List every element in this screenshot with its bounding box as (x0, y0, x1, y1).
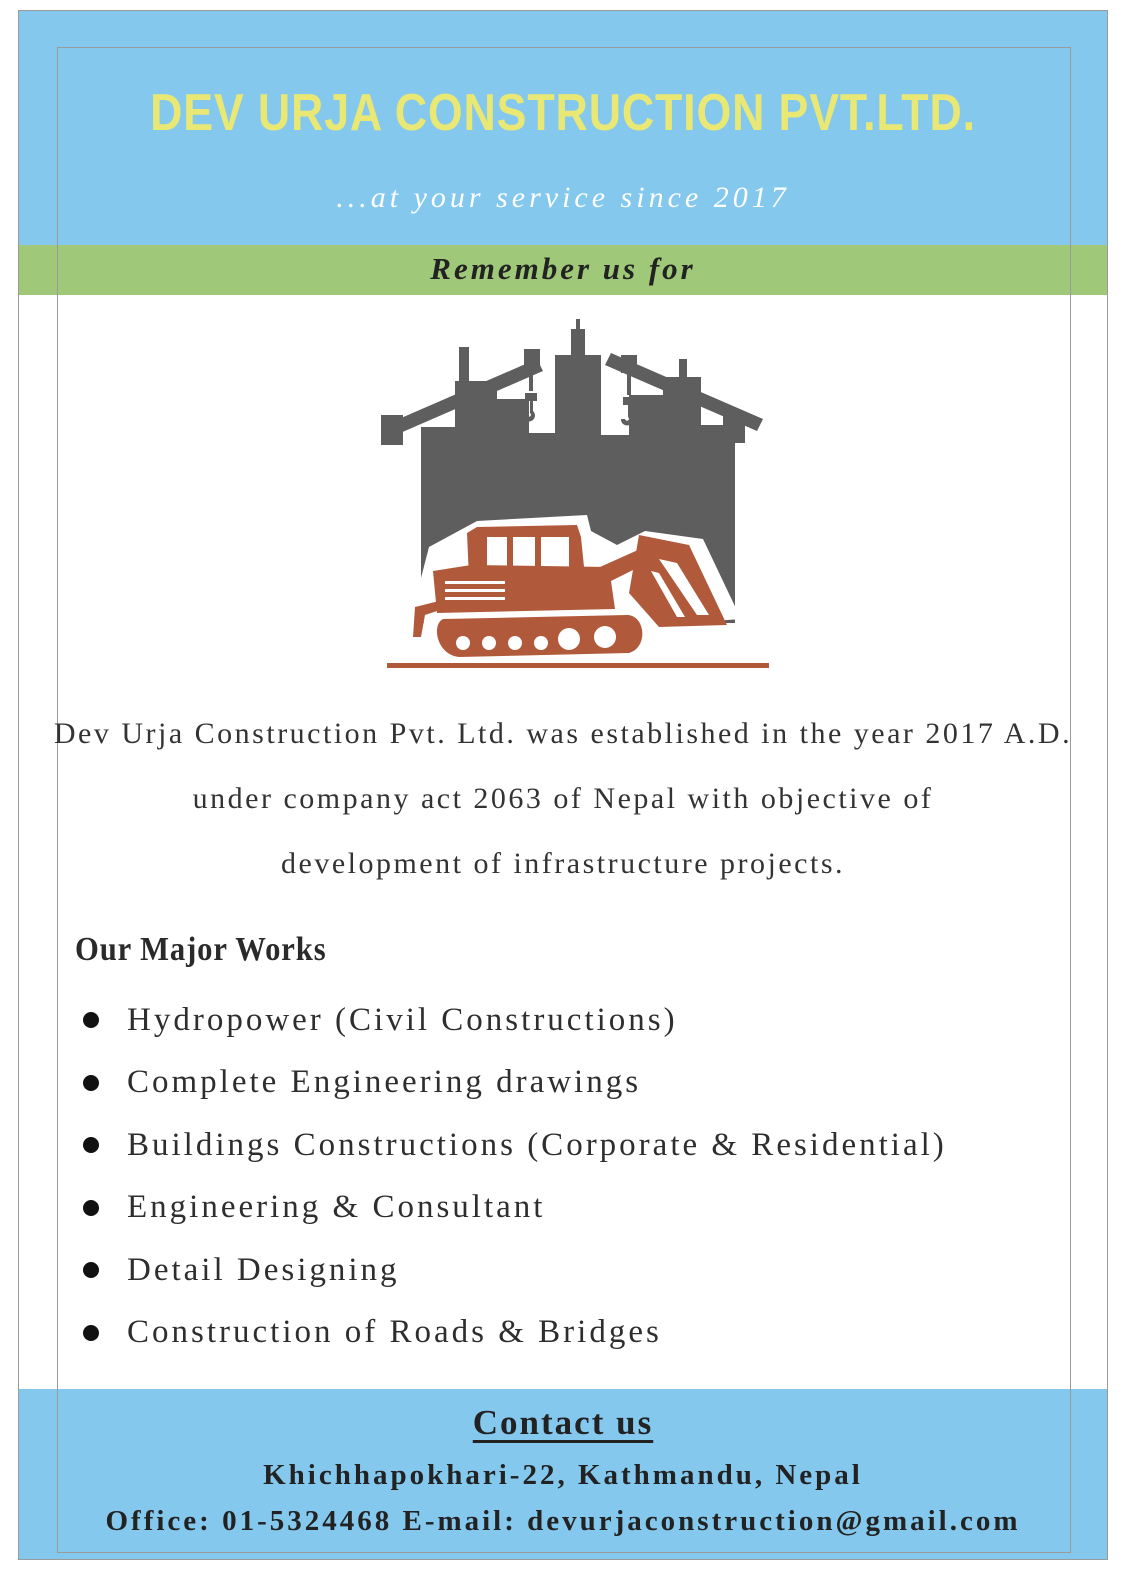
list-item-label: Buildings Constructions (Corporate & Residential) (127, 1126, 947, 1163)
works-list (77, 989, 947, 1364)
list-item (77, 1177, 947, 1240)
bullet-icon (83, 1325, 99, 1341)
construction-city-bulldozer-icon (359, 309, 769, 669)
works-heading: Our Major Works (75, 931, 327, 968)
list-item-label: Engineering & Consultant (127, 1189, 546, 1226)
bullet-icon (83, 1075, 99, 1091)
office-contact-line: Office: 01-5324468 E-mail: devurjaconstruction@gmail.com (105, 1505, 1021, 1537)
list-item (77, 989, 947, 1052)
company-title: DEV URJA CONSTRUCTION PVT.LTD. (150, 84, 976, 142)
bullet-icon (83, 1137, 99, 1153)
bullet-icon (83, 1200, 99, 1216)
list-item (77, 1114, 947, 1177)
list-item-label: Complete Engineering drawings (127, 1064, 642, 1101)
list-item-label: Construction of Roads & Bridges (127, 1314, 662, 1351)
about-line: under company act 2063 of Nepal with objective of (192, 782, 934, 815)
about-paragraph (19, 701, 1107, 896)
flyer (18, 10, 1108, 1560)
about-line: Dev Urja Construction Pvt. Ltd. was established in the year 2017 A.D. (53, 717, 1073, 750)
about-line: development of infrastructure projects. (281, 847, 845, 880)
address: Khichhapokhari-22, Kathmandu, Nepal (263, 1459, 863, 1491)
tagline: ...at your service since 2017 (336, 181, 790, 214)
list-item (77, 1302, 947, 1365)
list-item (77, 1052, 947, 1115)
remember-heading: Remember us for (430, 251, 696, 286)
contact-heading (19, 1403, 1107, 1443)
list-item-label: Detail Designing (127, 1251, 400, 1288)
bullet-icon (83, 1262, 99, 1278)
bullet-icon (83, 1012, 99, 1028)
list-item (77, 1239, 947, 1302)
contact-heading-text: Contact us (472, 1403, 654, 1442)
list-item-label: Hydropower (Civil Constructions) (127, 1001, 678, 1038)
